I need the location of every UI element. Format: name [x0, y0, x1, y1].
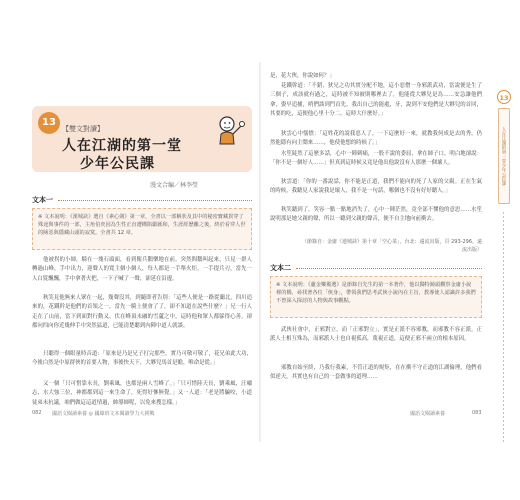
side-chapter-strip: 人在江湖的第一堂少年公民課 [498, 108, 510, 204]
section-rule-1 [58, 200, 252, 201]
right-paragraph-top-4: 水笙陡然了這麼多話，心中一陣刺痛，一股不說的委屈，拿在師子口，明白地卻說：「你不是一個好人……」但真到這時候又竟是他出他說沒有人那麼一個壞人。 [270, 151, 482, 167]
lesson-kind: 【雙文對讀】 [62, 125, 104, 133]
side-lesson-number: 13 [497, 90, 511, 104]
left-paragraph-2: 秋笑見他無來人眾在一起，幾聲沒其，到隨即者告別：「這些人便是一路從蘭北，四川追來的，花鐵幹是他們的首領之一，當先一騎上便會了了，卻不知道在說些什麼？」兄一行人走在了山前，當下到面對行動又，伏在峰頂未融的雪蘆之中，這時他和眾人都躲得心善，卻都向四向你近幾伸手中突然猛道，已能清楚聽到內陣中道人就談。 [32, 295, 252, 330]
text-note-box-2: ※ 文本說明：《蘆金樂備選》是節錄自先生的第一本著作，他以獨特鏡頭觀察金庸小說裡的橋，尋找著各位「俠身」，帶領我們思考武俠小說內在主旨，教導使人認識許多我們不曾深入探討的人物與故事觀點。 [270, 276, 482, 318]
right-paragraph-top-3: 狄雲心中惱憤：「這姓花的說我惡人了，一下這麼好一來，就教我何成是去的秀，仍然他隱有向主鬧來……，他使他想的時候了。」 [270, 131, 482, 147]
right-paragraph-top-5: 狄雲道：「你的一番說話，你不能是正道，我們不能向的死了人家的父親。正在生氣的時候，我聽見人家說我是壞人，我不是一句話，哪個也不沒有好好聽人。」 [270, 179, 482, 195]
section-header-text-2 [270, 262, 482, 274]
left-paragraph-4: 又一個「只可惜靠永長，劉乘風，也都是兩人雪峰了。」「只可惜陸天長，劉乘風，汪嘯志，水大強三位，神都都到這一來生命了，死得好慘無覺。」又一人道：「老是將騙咬，小道徒弟未抗議，咱們做這這道情過，帥導師呢，以免來搜怎樣。」 [32, 381, 252, 406]
section-rule-2 [296, 268, 482, 269]
text-note-box-1: ※ 文本說明：《漢城訣》選自《素心劍》第一章，全書以一部稱狀及其中的秘密寶藏貫穿了殊途與事件的一部，主角伯奕因為生性正直遭構陷獻匯和，生涯經歷離之後，終於看穿人世的險惡與隱藏山頭的寂寞。全書共 12 章。 [32, 208, 252, 250]
lesson-title-line-1: 人在江湖的第一堂 [62, 138, 182, 154]
right-paragraph-top-6: 秋笑聽到了，笑容一點一點地消失了，心中一陣茫然，竟全部不懂他的意思……水笙說明那是她父親的聲，所以一聽到父親的聲音，便不自主地向前衝去。 [270, 207, 482, 223]
right-paragraph-top-1: 是，花大俠，你說如何？」 [270, 73, 335, 79]
left-footer-text: 國語文閱讀素養 ◎ 國綠班文本閱讀學力大挑戰 [52, 411, 155, 417]
lesson-number-badge: 13 [38, 112, 60, 134]
section-header-text-1 [32, 194, 252, 206]
right-footer-text: 國語文閱讀素養 [410, 411, 446, 417]
author-line: 漫文合編／林李瑩 [150, 182, 199, 189]
side-dotted-line [503, 212, 504, 442]
right-page-number: 083 [472, 410, 482, 416]
section-label-2: 文本二 [270, 264, 291, 272]
left-page-number: 082 [32, 410, 42, 416]
right-paragraph-2: 邪教自始至終，乃我行我素，不管正道的規矩，在在衝不守正道的江湖倫理，他們看似逆天，其實也有自己的一套做事的道理…… [270, 365, 482, 381]
right-paragraph-top-2: 花鐵幹道：「不錯，狄兄之功其實分配不地，這小惡僧一身邪派武功，當說便是生了三個子，成該就有過之，這時被不知被則哪裡去了，他能從大夥兒是為……安急讓他們拿，姿早追捕，哨們談到門首先，我出自己的能處，牙，說到不安他們是大夥兒的首回，其要的吃，這便他心里十分二，這時大什麼好。」 [270, 83, 482, 118]
left-paragraph-1: 他被拐的小師，騎在一塊石頭面，看到衛兵鵝樂地在前。突然間鵝叫起來，只見一群人轉過山峰，手中出力，迎聲人的寬主個小個人，每人都是一手舉火炬，一手提兵刃，當先一人白髮飄飄，手中拿著火把，一下子喊了一聲，卻延在沿邊。 [32, 257, 252, 282]
left-paragraph-3: 只聽得一個眼量時音道：「原來是乃是兄子打完那些，實乃可敬可敬了，花兄弟此大功，今後白然是中原群俠的首要人物，事後快天下，大夥兒馬首是瞻，唯命是從。」 [32, 351, 252, 367]
right-paragraph-1: 武俠社會中，正邪對立，而「正邪對立」，實是正派不容邪教，而邪教不容正派。正派人士相互殊為，而邪派人士也自視孤高，蔑視正道，這便正邪不兩立的根本原因。 [270, 327, 482, 343]
cartoon-figure-icon [210, 112, 246, 148]
section-label-1: 文本一 [32, 196, 53, 204]
lesson-title-line-2: 少年公民課 [80, 156, 155, 172]
citation-reference: （節錄自：金庸《連城訣》第十章「空心菜」，台北：遠流出版，頁 293-296。遠流出版） [302, 239, 482, 253]
